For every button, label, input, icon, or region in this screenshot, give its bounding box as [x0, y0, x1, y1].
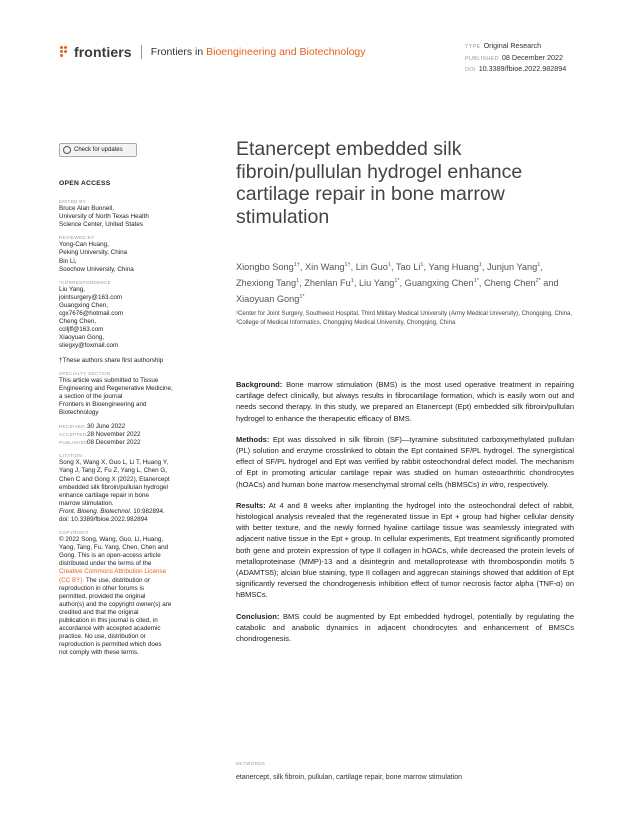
journal-name: Frontiers in Bioengineering and Biotechnology [150, 46, 366, 58]
author-affiliation-marker: 1* [473, 277, 479, 284]
author-name[interactable]: Xiaoyuan Gong$^{1*}$ [236, 293, 305, 304]
author-affiliation-marker: 1 [296, 277, 300, 284]
brand-name: frontiers [74, 44, 132, 60]
author-name[interactable]: Tao Li$^1$ [395, 262, 424, 273]
frontiers-logo-icon [60, 46, 70, 58]
check-for-updates-button[interactable]: Check for updates [59, 143, 137, 157]
abstract [236, 379, 574, 654]
header-divider [141, 45, 142, 59]
first-authorship-note: †These authors share first authorship [59, 356, 164, 364]
abstract-conclusion: Conclusion: BMS could be augmented by Ept embedded hydrogel, potentially by regulating the catabolic and anabolic dynamics in adjacent chondrocytes and enhancement of BMSCs chondrogenesis. [236, 611, 574, 644]
citation-section: CITATION Song X, Wang X, Guo L, Li T, Huang Y, Yang J, Tang Z, Fu Z, Yang L, Chen G, Chen C and Gong X (2022), Etanercept embedded silk fibroin/pullulan hydrogel enhance cartilage repair in bone marrow stimulation. Front. Bioeng. Biotechnol. 10:982894. doi: 10.3389/fbioe.2022.982894 [59, 453, 209, 524]
author-name[interactable]: Liu Yang$^{1*}$ [358, 277, 400, 288]
published-date: 08 December 2022 [501, 52, 564, 62]
license-link[interactable]: Creative Commons Attribution License [59, 568, 167, 576]
author-affiliation-marker: 1 [350, 277, 354, 284]
author-affiliation-marker: 1 [537, 262, 541, 268]
abstract-results: Results: At 4 and 8 weeks after implanting the hydrogel into the osteochondral defect of rabbit, histological analysis revealed that the regenerated tissue in Ept + group had higher cellular density with better texture, and the newly formed hyaline cartilage tissue was seamlessly integrated with adjacent native tissue in the Ept + group. In cellular experiments, Ept treatment significantly promoted both gene and protein expression of type II collagen in hOACs, while decreased the protein levels of metalloproteinase (MMP)-13 and a disintegrin and metalloprotease with thrombospondin motifs 5 (ADAMTS5); alcian blue staining, type II collagen and aggrecan stainings showed that addition of Ept significantly reversed the chondrogenesis inhibition effect of tumor necrosis factor alpha (TNF-α) on hBMSCs. [236, 500, 574, 600]
dates-section: RECEIVED 30 June 2022 ACCEPTED28 November 2022 PUBLISHED08 December 2022 [59, 423, 141, 447]
author-affiliation-marker: 1 [478, 262, 482, 268]
author-name[interactable]: Xiongbo Song$^{1\dagger}$ [236, 262, 300, 273]
edited-by-section: EDITED BY Bruce Alan Bunnell, University of North Texas Health Science Center, United States [59, 199, 149, 229]
article-type: Original Research [483, 41, 542, 50]
article-title: Etanercept embedded silk fibroin/pullulan hydrogel enhance cartilage repair in bone marrow stimulation [236, 138, 523, 228]
citation-doi[interactable]: doi: 10.3389/fbioe.2022.982894 [59, 516, 148, 523]
author-name[interactable]: Zhexiong Tang$^1$ [236, 277, 300, 288]
author-affiliation-marker: 2* [535, 277, 541, 284]
correspondence-section: *CORRESPONDENCE Liu Yang, jointsurgery@163.com Guangxing Chen, cgx7676@hotmail.com Cheng Chen, cclljff@163.com Xiaoyuan Gong, sliegxy@foxmail.com [59, 280, 209, 351]
author-affiliation-marker: 1 [420, 262, 424, 268]
journal-header [60, 44, 366, 60]
specialty-section: SPECIALTY SECTION This article was submitted to Tissue Engineering and Regenerative Medicine, a section of the journal Frontiers in Bioengineering and Biotechnology [59, 370, 173, 416]
author-affiliation-marker: 1† [344, 262, 351, 268]
author-name[interactable]: Yang Huang$^1$ [428, 262, 482, 273]
article-meta: TYPE Original Research PUBLISHED 08 December 2022 DOI 10.3389/fbioe.2022.982894 [465, 41, 567, 73]
abstract-background: Background: Bone marrow stimulation (BMS) is the most used operative treatment in repairing cartilage defect clinically, but always results in fibrocartilage formation, which is easily worn out and needs second therapy. In this study, we prepared an Etanercept (Ept) embedded silk fibroin/pullulan hydrogel to enhance the therapeutic efficacy of BMS. [236, 380, 574, 423]
author-name[interactable]: Guangxing Chen$^{1*}$ [404, 277, 479, 288]
author-affiliation-marker: 1* [299, 293, 305, 300]
open-access-label: OPEN ACCESS [59, 180, 111, 187]
doi[interactable]: 10.3389/fbioe.2022.982894 [478, 64, 567, 73]
email-link[interactable]: cgx7676@hotmail.com [59, 310, 124, 318]
reviewed-by-section: REVIEWED BY Yong-Can Huang, Peking University, China Bin Li, Soochow University, China [59, 235, 134, 273]
keywords-label: KEYWORDS [236, 761, 266, 766]
author-name[interactable]: Junjun Yang$^1$ [487, 262, 541, 273]
author-affiliation-marker: 1† [293, 262, 300, 268]
author-affiliation-marker: 1 [387, 262, 391, 268]
email-link[interactable]: jointsurgery@163.com [59, 293, 123, 301]
email-link[interactable]: cclljff@163.com [59, 326, 104, 334]
author-affiliation-marker: 1* [394, 277, 400, 284]
author-list: Xiongbo Song$^{1\dagger}$, Xin Wang$^{1\dagger}$, Lin Guo$^1$, Tao Li$^1$, Yang Huang$^1$, Junjun Yang$^1$, Zhexiong Tang$^1$, Zhenlan Fu$^1$, Liu Yang$^{1*}$, Guangxing Chen$^{1*}$, Cheng Chen$^{2*}$ and Xiaoyuan Gong$^{1*}$ [236, 262, 559, 304]
author-name[interactable]: Lin Guo$^1$ [355, 262, 391, 273]
email-link[interactable]: sliegxy@foxmail.com [59, 342, 119, 350]
abstract-methods: Methods: Ept was dissolved in silk fibroin (SF)—tyramine substituted carboxymethylated pullulan (PL) solution and enzyme crosslinked to obtain the Ept contained SF/PL hydrogel. The synergistical effect of SF/PL hydrogel and Ept was verified by rabbit osteochondral defect model. The mechanism of Ept in promoting articular cartilage repair was studied on human osteoarthritic chondrocytes (hOACs) and human bone marrow mesenchymal stromal cells (hBMSCs) in vitro, respectively. [236, 434, 574, 489]
keywords: etanercept, silk fibroin, pullulan, cartilage repair, bone marrow stimulation [236, 774, 463, 781]
sidebar [59, 180, 209, 664]
copyright-section: COPYRIGHT © 2022 Song, Wang, Guo, Li, Huang, Yang, Tang, Fu, Yang, Chen, Chen and Gong. This is an open-access article distributed under the terms of the Creative Commons Attribution License (CC BY). The use, distribution or reproduction in other forums is permitted, provided the original author(s) and the copyright owner(s) are credited and that the original publication in this journal is cited, in accordance with accepted academic practice. No use, distribution or reproduction is permitted which does not comply with these terms. [59, 530, 209, 657]
update-check-icon [63, 146, 71, 154]
author-name[interactable]: Zhenlan Fu$^1$ [304, 277, 354, 288]
author-name[interactable]: Xin Wang$^{1\dagger}$ [304, 262, 351, 273]
affiliations: ¹Center for Joint Surgery, Southwest Hospital, Third Military Medical University (Army Medical University), Chongqing, China, ²College of Medical Informatics, Chongqing Medical University, Chongqing, China [236, 310, 573, 326]
author-name[interactable]: Cheng Chen$^{2*}$ [483, 277, 541, 288]
license-link-cc[interactable]: (CC BY). [59, 576, 85, 584]
